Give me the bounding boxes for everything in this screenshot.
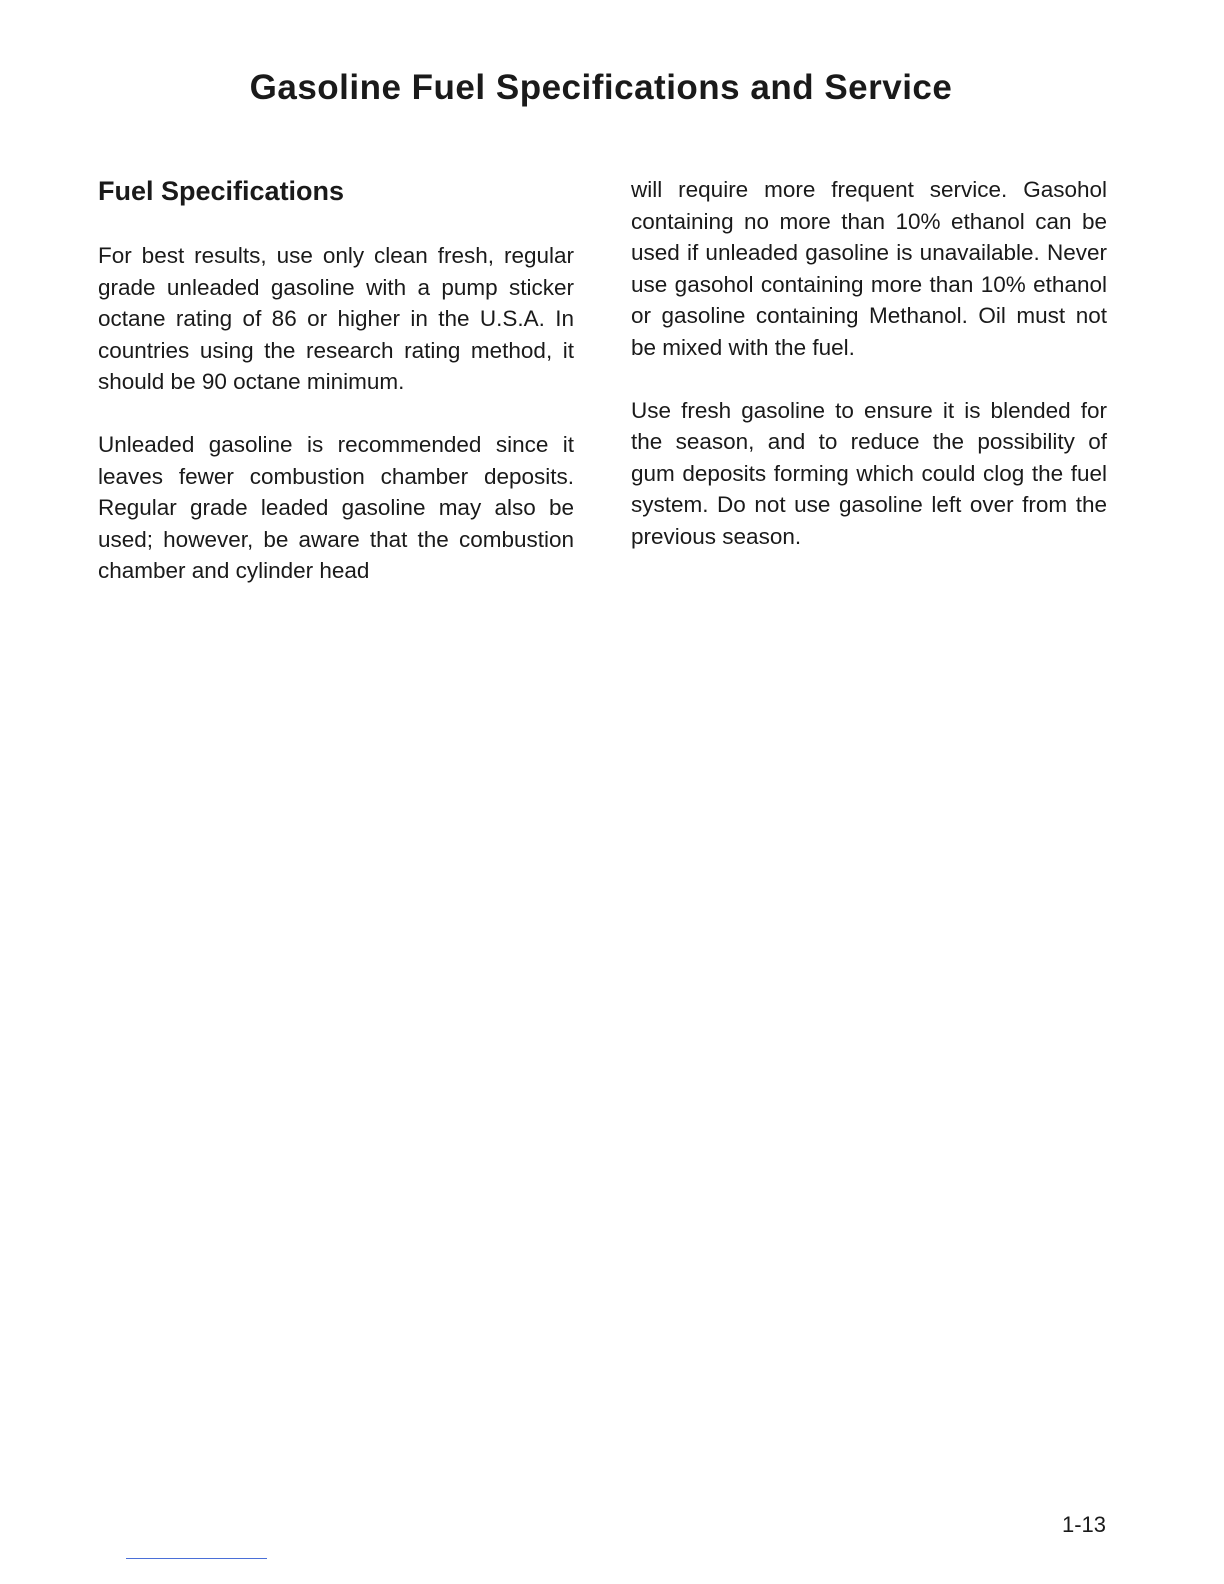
paragraph-fuel-grade: For best results, use only clean fresh, regular grade unleaded gasoline with a pump sticker octane rating of 86 or higher in the U.S.A. In countries using the research rating method, it should be 90 octane minimum. — [98, 243, 574, 395]
section-heading-fuel-specifications: Fuel Specifications — [98, 176, 345, 206]
right-column — [631, 174, 1107, 584]
paragraph-gasohol: will require more frequent service. Gasohol containing no more than 10% ethanol can be used if unleaded gasoline is unavailable. Never use gasohol containing more than 10% ethanol or gasoline containing Methanol. Oil must not be mixed with the fuel. — [631, 177, 1107, 360]
page-number: 1-13 — [1062, 1512, 1107, 1537]
paragraph-fresh-gasoline: Use fresh gasoline to ensure it is blended for the season, and to reduce the possibility of gum deposits forming which could clog the fuel system. Do not use gasoline left over from the previous season. — [631, 397, 1107, 549]
scan-artifact-line — [126, 1558, 267, 1559]
left-column — [98, 174, 574, 618]
paragraph-unleaded-recommendation: Unleaded gasoline is recommended since it leaves fewer combustion chamber deposits. Regular grade leaded gasoline may also be used; however, be aware that the combustion chamber and cylinder head — [98, 431, 574, 584]
page-title: Gasoline Fuel Specifications and Service — [249, 68, 953, 107]
